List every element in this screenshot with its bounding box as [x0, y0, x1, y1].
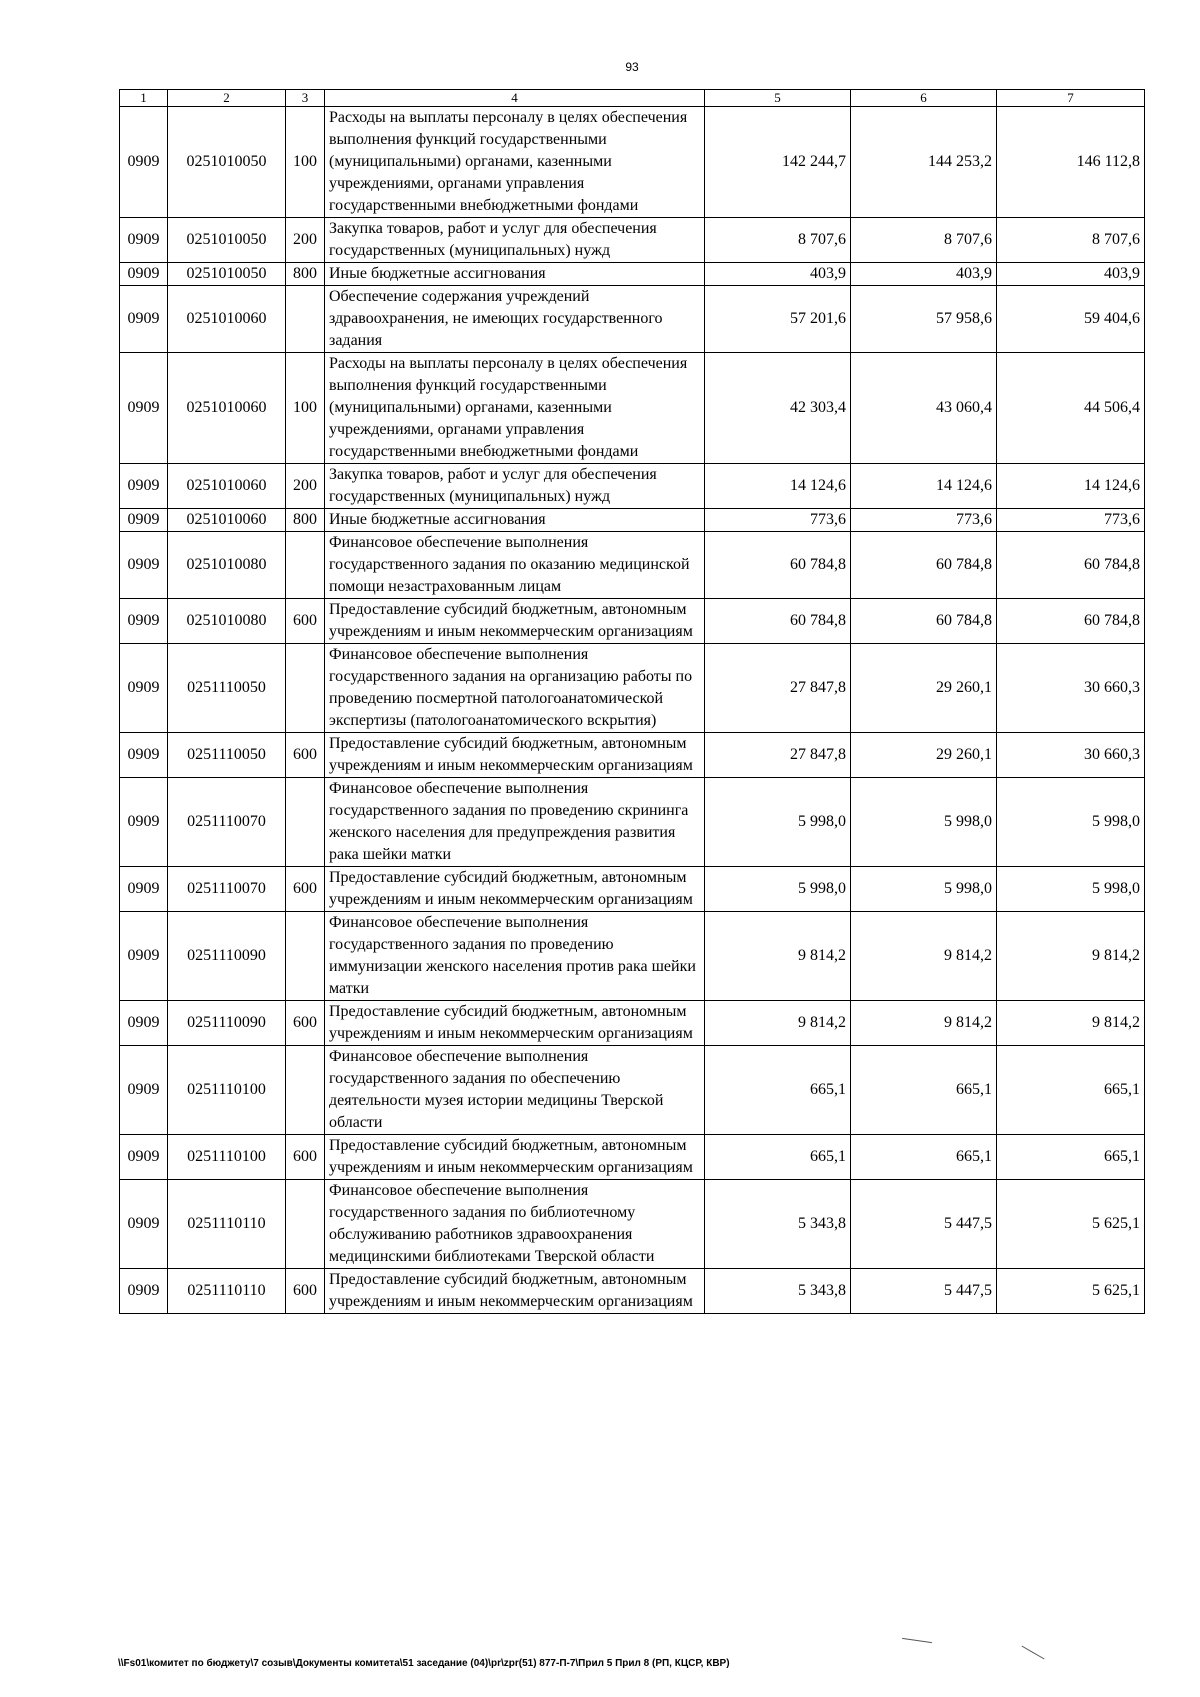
section-cell: 0909 [120, 733, 168, 778]
amount-col5-cell: 27 847,8 [705, 644, 851, 733]
amount-col7-cell: 60 784,8 [997, 532, 1145, 599]
expense-type-cell [286, 1180, 325, 1269]
header-col-5: 5 [705, 90, 851, 107]
target-code-cell: 0251110110 [168, 1180, 286, 1269]
section-cell: 0909 [120, 1180, 168, 1269]
expense-type-cell: 100 [286, 107, 325, 218]
table-row [120, 867, 1145, 912]
expense-type-cell: 200 [286, 464, 325, 509]
expense-type-cell: 600 [286, 867, 325, 912]
amount-col7-cell: 59 404,6 [997, 286, 1145, 353]
section-cell: 0909 [120, 353, 168, 464]
item-name-cell: Иные бюджетные ассигнования [325, 263, 705, 286]
amount-col6-cell: 665,1 [851, 1135, 997, 1180]
header-col-4: 4 [325, 90, 705, 107]
table-row [120, 1135, 1145, 1180]
amount-col6-cell: 5 447,5 [851, 1269, 997, 1314]
amount-col7-cell: 5 998,0 [997, 867, 1145, 912]
section-cell: 0909 [120, 286, 168, 353]
table-row [120, 263, 1145, 286]
table-row [120, 1269, 1145, 1314]
scan-mark [902, 1638, 932, 1643]
expense-type-cell: 600 [286, 599, 325, 644]
table-row [120, 599, 1145, 644]
amount-col7-cell: 403,9 [997, 263, 1145, 286]
amount-col5-cell: 773,6 [705, 509, 851, 532]
expense-type-cell [286, 532, 325, 599]
target-code-cell: 0251110070 [168, 778, 286, 867]
amount-col7-cell: 146 112,8 [997, 107, 1145, 218]
amount-col6-cell: 5 998,0 [851, 778, 997, 867]
amount-col5-cell: 665,1 [705, 1135, 851, 1180]
target-code-cell: 0251010060 [168, 509, 286, 532]
expense-type-cell: 200 [286, 218, 325, 263]
table-row [120, 912, 1145, 1001]
amount-col6-cell: 14 124,6 [851, 464, 997, 509]
section-cell: 0909 [120, 263, 168, 286]
amount-col5-cell: 5 998,0 [705, 867, 851, 912]
item-name-cell: Финансовое обеспечение выполнения государственного задания на организацию работы по проведению посмертной патологоанатомической экспертизы (патологоанатомического вскрытия) [325, 644, 705, 733]
item-name-cell: Закупка товаров, работ и услуг для обеспечения государственных (муниципальных) нужд [325, 464, 705, 509]
amount-col6-cell: 9 814,2 [851, 912, 997, 1001]
amount-col5-cell: 5 343,8 [705, 1180, 851, 1269]
amount-col5-cell: 5 343,8 [705, 1269, 851, 1314]
expense-type-cell: 600 [286, 1001, 325, 1046]
expense-type-cell: 800 [286, 263, 325, 286]
section-cell: 0909 [120, 532, 168, 599]
section-cell: 0909 [120, 218, 168, 263]
target-code-cell: 0251010050 [168, 107, 286, 218]
item-name-cell: Расходы на выплаты персоналу в целях обеспечения выполнения функций государственными (муниципальными) органами, казенными учреждениями, органами управления государственными внебюджетными фондами [325, 107, 705, 218]
page-number: 93 [625, 60, 639, 74]
item-name-cell: Иные бюджетные ассигнования [325, 509, 705, 532]
amount-col7-cell: 5 625,1 [997, 1269, 1145, 1314]
target-code-cell: 0251010080 [168, 532, 286, 599]
expense-type-cell: 100 [286, 353, 325, 464]
amount-col6-cell: 144 253,2 [851, 107, 997, 218]
section-cell: 0909 [120, 1135, 168, 1180]
header-col-2: 2 [168, 90, 286, 107]
amount-col6-cell: 29 260,1 [851, 644, 997, 733]
amount-col6-cell: 5 447,5 [851, 1180, 997, 1269]
amount-col5-cell: 60 784,8 [705, 532, 851, 599]
expense-type-cell: 600 [286, 1269, 325, 1314]
amount-col6-cell: 403,9 [851, 263, 997, 286]
section-cell: 0909 [120, 778, 168, 867]
section-cell: 0909 [120, 644, 168, 733]
amount-col5-cell: 42 303,4 [705, 353, 851, 464]
amount-col5-cell: 8 707,6 [705, 218, 851, 263]
amount-col7-cell: 14 124,6 [997, 464, 1145, 509]
amount-col6-cell: 773,6 [851, 509, 997, 532]
amount-col6-cell: 60 784,8 [851, 599, 997, 644]
amount-col6-cell: 9 814,2 [851, 1001, 997, 1046]
target-code-cell: 0251110050 [168, 733, 286, 778]
amount-col7-cell: 665,1 [997, 1046, 1145, 1135]
item-name-cell: Закупка товаров, работ и услуг для обеспечения государственных (муниципальных) нужд [325, 218, 705, 263]
table-row [120, 218, 1145, 263]
section-cell: 0909 [120, 1046, 168, 1135]
amount-col7-cell: 30 660,3 [997, 733, 1145, 778]
file-path-footer: \\Fs01\комитет по бюджету\7 созыв\Документы комитета\51 заседание (04)\pr\zpr(51) 877-П-7\Прил 5 Прил 8 (РП, КЦСР, КВР) [118, 1658, 730, 1669]
target-code-cell: 0251010060 [168, 286, 286, 353]
expense-type-cell [286, 778, 325, 867]
amount-col7-cell: 9 814,2 [997, 1001, 1145, 1046]
amount-col5-cell: 5 998,0 [705, 778, 851, 867]
expense-type-cell [286, 644, 325, 733]
header-row [120, 90, 1145, 107]
table-row [120, 107, 1145, 218]
table-row [120, 1046, 1145, 1135]
section-cell: 0909 [120, 509, 168, 532]
section-cell: 0909 [120, 464, 168, 509]
amount-col6-cell: 5 998,0 [851, 867, 997, 912]
amount-col7-cell: 8 707,6 [997, 218, 1145, 263]
amount-col5-cell: 9 814,2 [705, 1001, 851, 1046]
item-name-cell: Финансовое обеспечение выполнения государственного задания по проведению скрининга женского населения для предупреждения развития рака шейки матки [325, 778, 705, 867]
amount-col7-cell: 30 660,3 [997, 644, 1145, 733]
target-code-cell: 0251010060 [168, 353, 286, 464]
table-row [120, 1001, 1145, 1046]
header-col-7: 7 [997, 90, 1145, 107]
target-code-cell: 0251010050 [168, 263, 286, 286]
amount-col6-cell: 43 060,4 [851, 353, 997, 464]
amount-col7-cell: 9 814,2 [997, 912, 1145, 1001]
section-cell: 0909 [120, 1269, 168, 1314]
item-name-cell: Предоставление субсидий бюджетным, автономным учреждениям и иным некоммерческим организациям [325, 1135, 705, 1180]
target-code-cell: 0251110090 [168, 912, 286, 1001]
amount-col6-cell: 8 707,6 [851, 218, 997, 263]
item-name-cell: Финансовое обеспечение выполнения государственного задания по оказанию медицинской помощи незастрахованным лицам [325, 532, 705, 599]
target-code-cell: 0251110110 [168, 1269, 286, 1314]
amount-col6-cell: 29 260,1 [851, 733, 997, 778]
amount-col7-cell: 5 625,1 [997, 1180, 1145, 1269]
target-code-cell: 0251110050 [168, 644, 286, 733]
target-code-cell: 0251110100 [168, 1046, 286, 1135]
item-name-cell: Расходы на выплаты персоналу в целях обеспечения выполнения функций государственными (муниципальными) органами, казенными учреждениями, органами управления государственными внебюджетными фондами [325, 353, 705, 464]
amount-col7-cell: 60 784,8 [997, 599, 1145, 644]
expense-type-cell: 800 [286, 509, 325, 532]
table-row [120, 1180, 1145, 1269]
section-cell: 0909 [120, 912, 168, 1001]
table-row [120, 778, 1145, 867]
header-col-6: 6 [851, 90, 997, 107]
amount-col5-cell: 27 847,8 [705, 733, 851, 778]
expense-type-cell: 600 [286, 733, 325, 778]
target-code-cell: 0251010060 [168, 464, 286, 509]
amount-col6-cell: 665,1 [851, 1046, 997, 1135]
table-row [120, 532, 1145, 599]
amount-col5-cell: 60 784,8 [705, 599, 851, 644]
item-name-cell: Финансовое обеспечение выполнения государственного задания по проведению иммунизации женского населения против рака шейки матки [325, 912, 705, 1001]
amount-col6-cell: 57 958,6 [851, 286, 997, 353]
budget-table [119, 89, 1145, 1314]
item-name-cell: Предоставление субсидий бюджетным, автономным учреждениям и иным некоммерческим организациям [325, 1269, 705, 1314]
item-name-cell: Обеспечение содержания учреждений здравоохранения, не имеющих государственного задания [325, 286, 705, 353]
amount-col5-cell: 57 201,6 [705, 286, 851, 353]
expense-type-cell [286, 286, 325, 353]
target-code-cell: 0251110100 [168, 1135, 286, 1180]
target-code-cell: 0251010080 [168, 599, 286, 644]
table-body [120, 107, 1145, 1314]
item-name-cell: Предоставление субсидий бюджетным, автономным учреждениям и иным некоммерческим организациям [325, 733, 705, 778]
amount-col6-cell: 60 784,8 [851, 532, 997, 599]
amount-col5-cell: 142 244,7 [705, 107, 851, 218]
expense-type-cell [286, 1046, 325, 1135]
target-code-cell: 0251110090 [168, 1001, 286, 1046]
section-cell: 0909 [120, 867, 168, 912]
item-name-cell: Финансовое обеспечение выполнения государственного задания по обеспечению деятельности музея истории медицины Тверской области [325, 1046, 705, 1135]
table-row [120, 353, 1145, 464]
table-row [120, 644, 1145, 733]
table-row [120, 733, 1145, 778]
expense-type-cell [286, 912, 325, 1001]
section-cell: 0909 [120, 107, 168, 218]
item-name-cell: Предоставление субсидий бюджетным, автономным учреждениям и иным некоммерческим организациям [325, 1001, 705, 1046]
header-col-3: 3 [286, 90, 325, 107]
table-row [120, 286, 1145, 353]
scan-mark [1021, 1646, 1044, 1660]
amount-col7-cell: 5 998,0 [997, 778, 1145, 867]
item-name-cell: Предоставление субсидий бюджетным, автономным учреждениям и иным некоммерческим организациям [325, 867, 705, 912]
amount-col7-cell: 44 506,4 [997, 353, 1145, 464]
section-cell: 0909 [120, 599, 168, 644]
amount-col5-cell: 665,1 [705, 1046, 851, 1135]
amount-col7-cell: 773,6 [997, 509, 1145, 532]
table-row [120, 509, 1145, 532]
target-code-cell: 0251110070 [168, 867, 286, 912]
expense-type-cell: 600 [286, 1135, 325, 1180]
table-row [120, 464, 1145, 509]
header-col-1: 1 [120, 90, 168, 107]
item-name-cell: Предоставление субсидий бюджетным, автономным учреждениям и иным некоммерческим организациям [325, 599, 705, 644]
amount-col5-cell: 403,9 [705, 263, 851, 286]
amount-col5-cell: 14 124,6 [705, 464, 851, 509]
target-code-cell: 0251010050 [168, 218, 286, 263]
section-cell: 0909 [120, 1001, 168, 1046]
item-name-cell: Финансовое обеспечение выполнения государственного задания по библиотечному обслуживанию работников здравоохранения медицинскими библиотеками Тверской области [325, 1180, 705, 1269]
amount-col7-cell: 665,1 [997, 1135, 1145, 1180]
amount-col5-cell: 9 814,2 [705, 912, 851, 1001]
